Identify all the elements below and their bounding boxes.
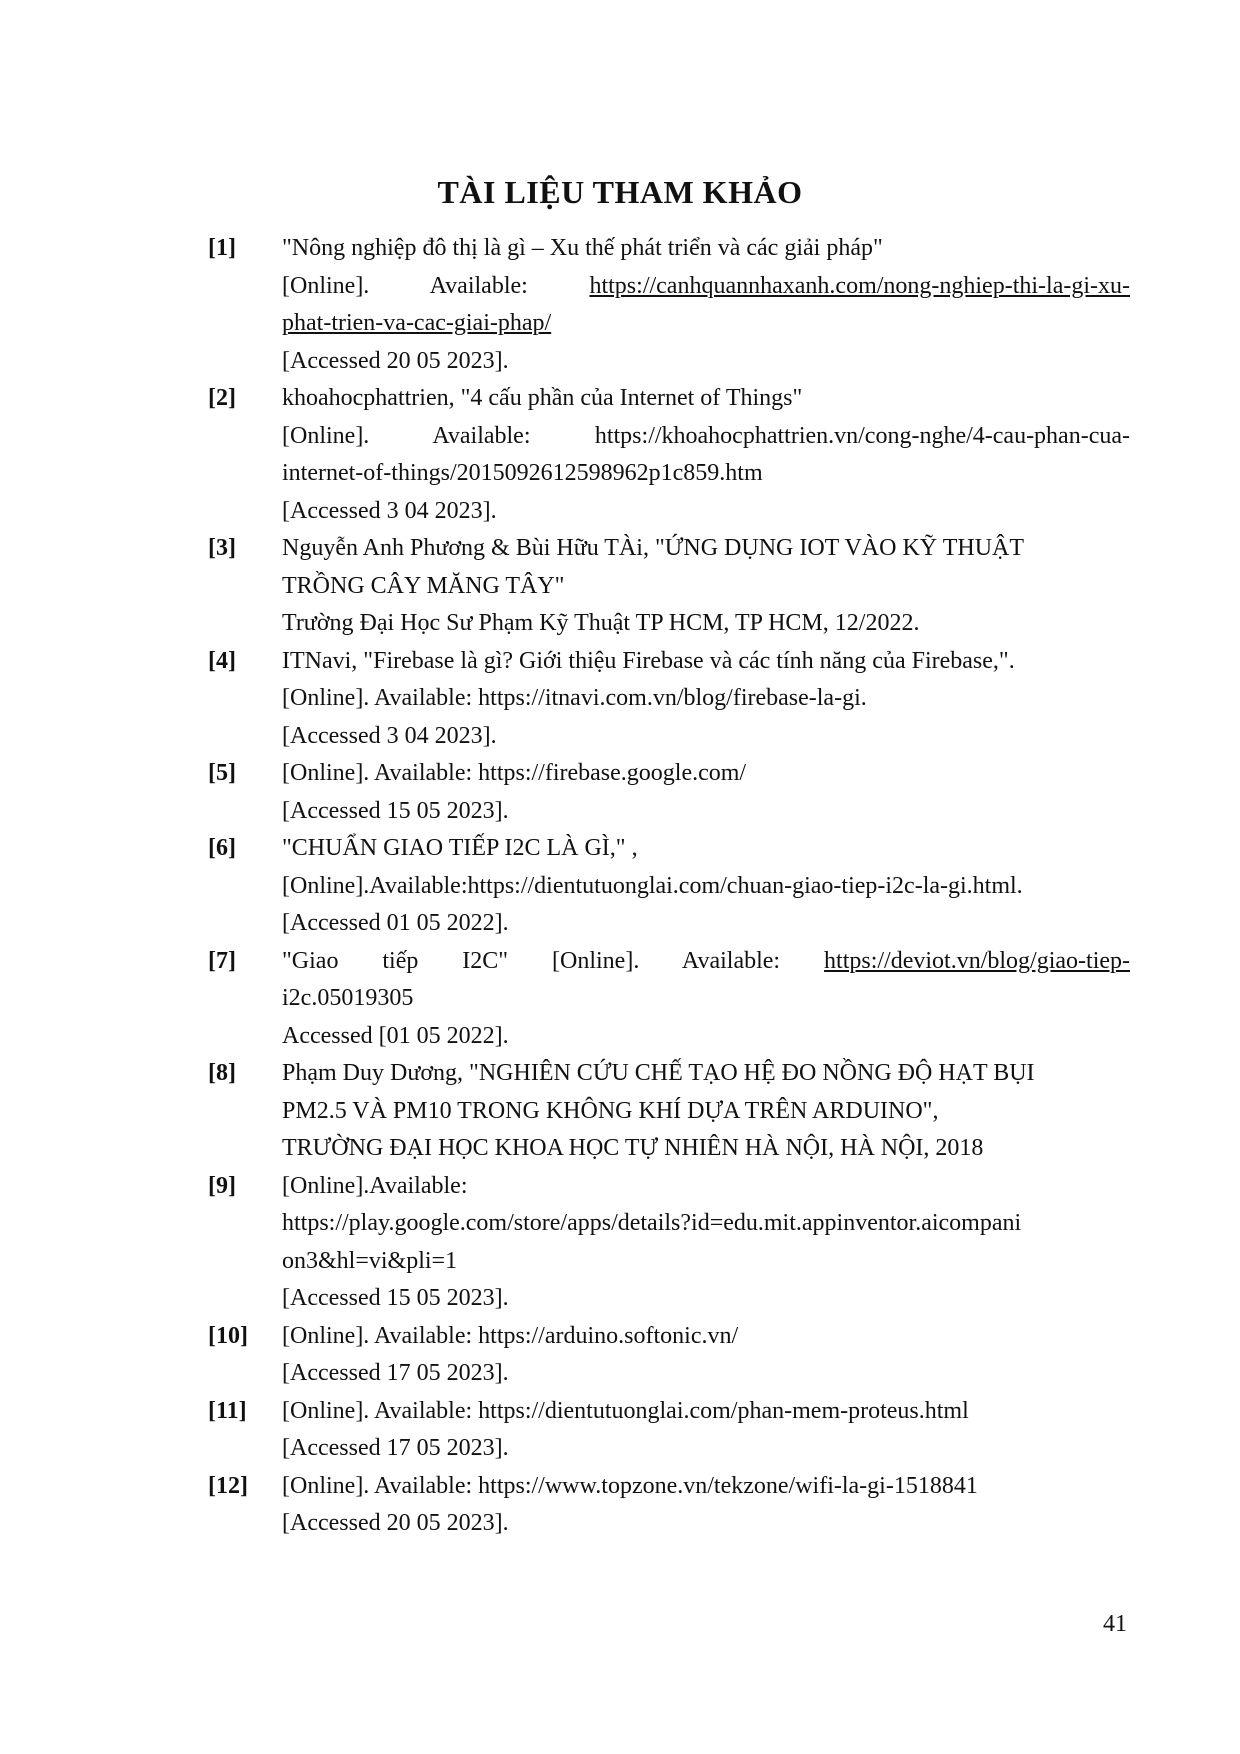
reference-number: [3]	[208, 535, 236, 561]
reference-source-line: https://play.google.com/store/apps/details?id=edu.mit.appinventor.aicompani	[282, 1210, 1022, 1236]
reference-item-6	[208, 830, 1130, 943]
reference-body	[282, 1055, 1130, 1168]
reference-accessed: [Accessed 20 05 2023].	[282, 347, 509, 374]
reference-body	[282, 230, 1130, 380]
reference-body	[282, 643, 1130, 756]
reference-body	[282, 1168, 1130, 1318]
reference-item-3	[208, 530, 1130, 643]
reference-item-9	[208, 1168, 1130, 1318]
reference-number: [6]	[208, 835, 236, 861]
reference-source-line: [Online]. Available: https://firebase.google.com/	[282, 760, 747, 786]
reference-number: [10]	[208, 1322, 248, 1349]
reference-item-1	[208, 230, 1130, 380]
reference-item-2	[208, 380, 1130, 530]
reference-item-7	[208, 943, 1130, 1056]
reference-title: ITNavi, "Firebase là gì? Giới thiệu Firebase và các tính năng của Firebase,".	[282, 647, 1015, 674]
reference-number: [7]	[208, 947, 236, 974]
reference-body	[282, 943, 1130, 1056]
reference-body	[282, 1318, 1130, 1393]
reference-number: [11]	[208, 1397, 247, 1424]
reference-source-line: [Online]. Available: https://khoahocphattrien.vn/cong-nghe/4-cau-phan-cua-	[282, 422, 1130, 449]
reference-number: [8]	[208, 1060, 236, 1086]
reference-source-line: [Online].Available:https://dientutuonglai.com/chuan-giao-tiep-i2c-la-gi.html.	[282, 872, 1023, 899]
reference-number: [2]	[208, 385, 236, 411]
reference-number: [9]	[208, 1172, 236, 1199]
reference-item-11	[208, 1393, 1130, 1468]
reference-body	[282, 755, 1130, 830]
reference-number: [12]	[208, 1472, 248, 1499]
reference-accessed: [Accessed 20 05 2023].	[282, 1510, 509, 1536]
reference-body	[282, 1468, 1130, 1543]
reference-item-10	[208, 1318, 1130, 1393]
reference-accessed: [Accessed 17 05 2023].	[282, 1360, 509, 1386]
reference-title: khoahocphattrien, "4 cấu phần của Internet of Things"	[282, 385, 803, 411]
reference-title: Nguyễn Anh Phương & Bùi Hữu TÀi, "ỨNG DỤNG IOT VÀO KỸ THUẬT	[282, 535, 1025, 561]
reference-item-4	[208, 643, 1130, 756]
reference-item-8	[208, 1055, 1130, 1168]
reference-title: "Giao tiếp I2C" [Online]. Available:	[282, 947, 781, 974]
reference-publisher: TRƯỜNG ĐẠI HỌC KHOA HỌC TỰ NHIÊN HÀ NỘI, HÀ NỘI, 2018	[282, 1135, 984, 1161]
reference-link-continued[interactable]: phat-trien-va-cac-giai-phap/	[282, 310, 552, 336]
reference-source-line: [Online]. Available: https://itnavi.com.vn/blog/firebase-la-gi.	[282, 685, 867, 711]
reference-source-continued: internet-of-things/2015092612598962p1c859.htm	[282, 460, 763, 486]
page-title: TÀI LIỆU THAM KHẢO	[437, 174, 803, 210]
reference-accessed: [Accessed 01 05 2022].	[282, 910, 509, 936]
reference-body	[282, 530, 1130, 643]
reference-title-line	[282, 943, 1130, 981]
reference-item-12	[208, 1468, 1130, 1543]
reference-title: "Nông nghiệp đô thị là gì – Xu thế phát triển và các giải pháp"	[282, 235, 883, 261]
reference-accessed: [Accessed 17 05 2023].	[282, 1435, 509, 1461]
reference-title-continued: PM2.5 VÀ PM10 TRONG KHÔNG KHÍ DỰA TRÊN ARDUINO",	[282, 1097, 939, 1124]
available-label: [Online].Available:	[282, 1172, 468, 1199]
reference-item-5	[208, 755, 1130, 830]
reference-accessed: [Accessed 15 05 2023].	[282, 797, 509, 824]
reference-body	[282, 1393, 1130, 1468]
reference-accessed: [Accessed 15 05 2023].	[282, 1285, 509, 1311]
reference-title: Phạm Duy Dương, "NGHIÊN CỨU CHẾ TẠO HỆ ĐO NỒNG ĐỘ HẠT BỤI	[282, 1060, 1035, 1086]
reference-source-continued: on3&hl=vi&pli=1	[282, 1247, 458, 1274]
available-label: [Online]. Available:	[282, 272, 528, 299]
reference-title-continued: TRỒNG CÂY MĂNG TÂY"	[282, 572, 565, 599]
reference-source-line: [Online]. Available: https://arduino.softonic.vn/	[282, 1322, 739, 1349]
reference-link-continued: i2c.05019305	[282, 985, 414, 1011]
page-number: 41	[1103, 1611, 1127, 1637]
reference-accessed: [Accessed 3 04 2023].	[282, 722, 497, 749]
reference-number: [5]	[208, 760, 236, 786]
reference-source-line: [Online]. Available: https://www.topzone.vn/tekzone/wifi-la-gi-1518841	[282, 1472, 978, 1499]
reference-number: [1]	[208, 235, 236, 261]
reference-publisher: Trường Đại Học Sư Phạm Kỹ Thuật TP HCM, TP HCM, 12/2022.	[282, 610, 920, 636]
reference-number: [4]	[208, 647, 236, 674]
reference-list	[208, 230, 1130, 1543]
reference-link[interactable]: https://canhquannhaxanh.com/nong-nghiep-thi-la-gi-xu-	[589, 272, 1130, 299]
reference-source-line: [Online]. Available: https://dientutuonglai.com/phan-mem-proteus.html	[282, 1397, 969, 1424]
reference-body	[282, 830, 1130, 943]
reference-body	[282, 380, 1130, 530]
reference-source-line	[282, 268, 1130, 306]
reference-title: "CHUẨN GIAO TIẾP I2C LÀ GÌ," ,	[282, 835, 638, 861]
reference-accessed: Accessed [01 05 2022].	[282, 1022, 509, 1049]
reference-link[interactable]: https://deviot.vn/blog/giao-tiep-	[824, 947, 1131, 974]
reference-accessed: [Accessed 3 04 2023].	[282, 497, 497, 524]
